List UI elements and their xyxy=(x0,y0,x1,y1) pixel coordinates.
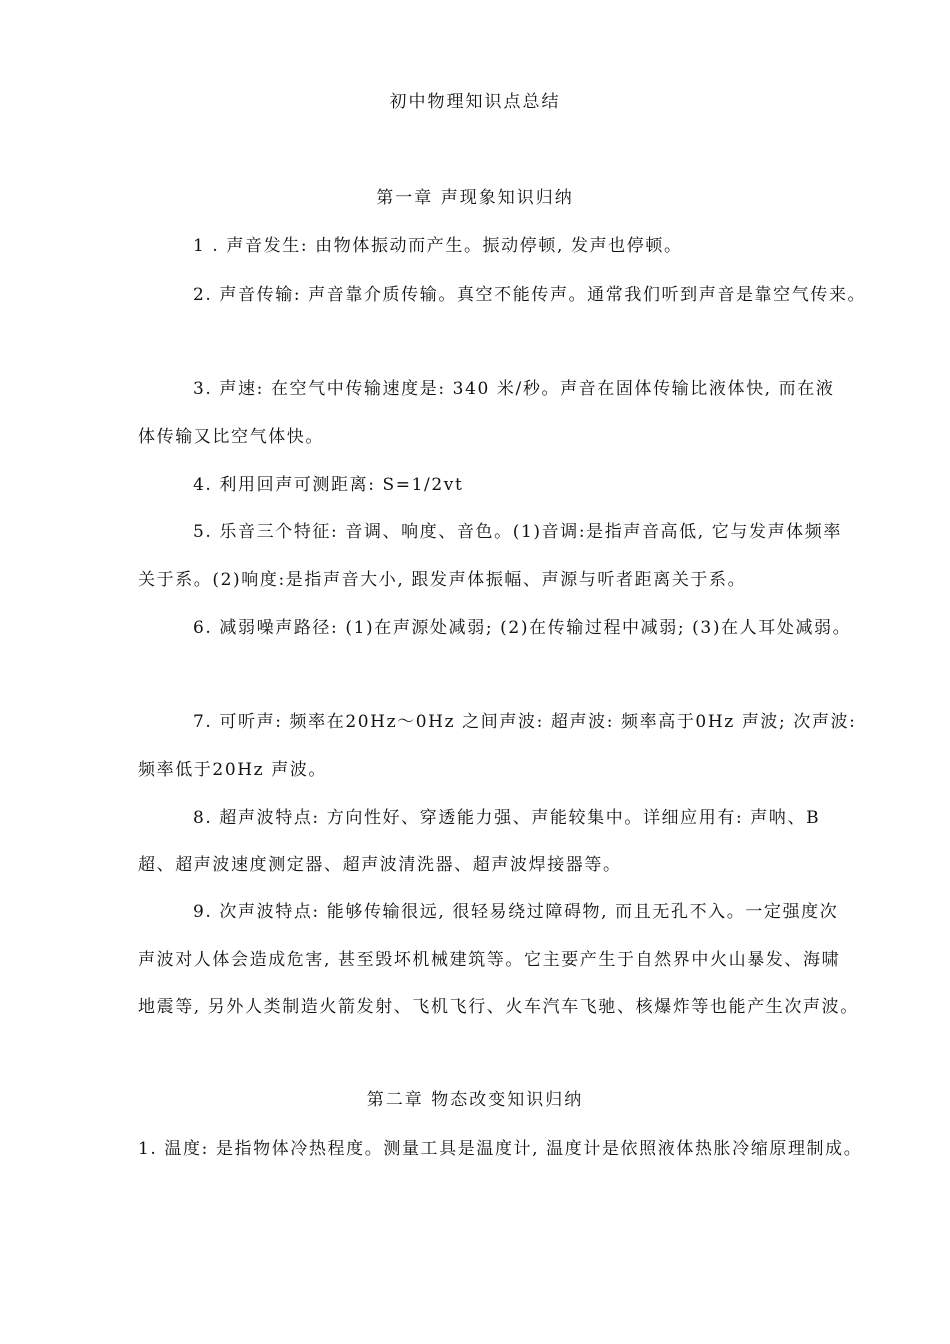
ch1-item-6-line-1: 6. 减弱噪声路径: (1)在声源处减弱; (2)在传输过程中减弱; (3)在人耳处减弱。 xyxy=(193,618,852,638)
chapter-1-heading: 第一章 声现象知识归纳 xyxy=(376,188,574,208)
ch1-item-2-line-1: 2. 声音传输: 声音靠介质传输。真空不能传声。通常我们听到声音是靠空气传来。 xyxy=(193,285,867,305)
ch1-item-4-line-1: 4. 利用回声可测距离: S=1/2vt xyxy=(193,475,464,495)
ch2-item-1-line-1: 1. 温度: 是指物体冷热程度。测量工具是温度计, 温度计是依照液体热胀冷缩原理制成。 xyxy=(138,1139,863,1159)
ch1-item-5-line-1: 5. 乐音三个特征: 音调、响度、音色。(1)音调:是指声音高低, 它与发声体频率 xyxy=(193,522,842,542)
ch1-item-9-line-2: 声波对人体会造成危害, 甚至毁坏机械建筑等。它主要产生于自然界中火山暴发、海啸 xyxy=(138,950,841,970)
ch1-item-3-line-2: 体传输又比空气体快。 xyxy=(138,427,324,447)
document-title: 初中物理知识点总结 xyxy=(389,92,561,112)
ch1-item-7-line-2: 频率低于20Hz 声波。 xyxy=(138,760,328,780)
ch1-item-7-line-1: 7. 可听声: 频率在20Hz～0Hz 之间声波: 超声波: 频率高于0Hz 声波; 次声波: xyxy=(193,712,857,732)
ch1-item-8-line-1: 8. 超声波特点: 方向性好、穿透能力强、声能较集中。详细应用有: 声呐、B xyxy=(193,808,821,828)
chapter-2-heading: 第二章 物态改变知识归纳 xyxy=(366,1090,584,1110)
ch1-item-3-line-1: 3. 声速: 在空气中传输速度是: 340 米/秒。声音在固体传输比液体快, 而在液 xyxy=(193,379,835,399)
ch1-item-5-line-2: 关于系。(2)响度:是指声音大小, 跟发声体振幅、声源与听者距离关于系。 xyxy=(138,570,747,590)
ch1-item-8-line-2: 超、超声波速度测定器、超声波清洗器、超声波焊接器等。 xyxy=(138,855,622,875)
ch1-item-9-line-3: 地震等, 另外人类制造火箭发射、飞机飞行、火车汽车飞驰、核爆炸等也能产生次声波。 xyxy=(138,997,859,1017)
ch1-item-9-line-1: 9. 次声波特点: 能够传输很远, 很轻易绕过障碍物, 而且无孔不入。一定强度次 xyxy=(193,902,839,922)
ch1-item-1-line-1: 1 . 声音发生: 由物体振动而产生。振动停顿, 发声也停顿。 xyxy=(193,236,683,256)
